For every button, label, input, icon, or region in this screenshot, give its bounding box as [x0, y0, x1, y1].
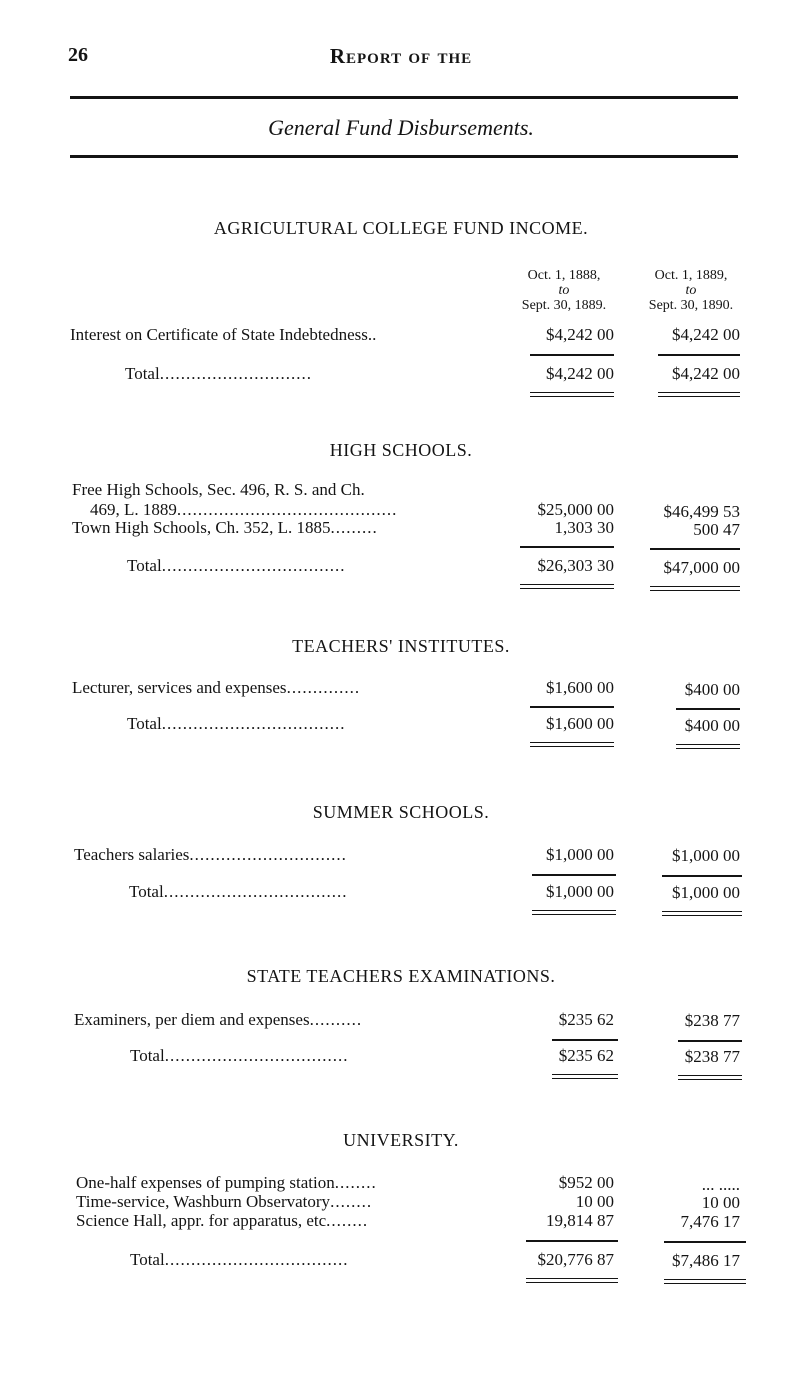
amount-1888-1889: $952 00 [558, 1173, 614, 1192]
column-header-line: Oct. 1, 1888, [527, 268, 601, 283]
column-header-1888-1889 [499, 268, 629, 313]
total-label: Total................................... [127, 556, 346, 575]
total-label: Total................................... [127, 714, 346, 733]
row-label: Science Hall, appr. for apparatus, etc........ [76, 1211, 369, 1230]
total-label: Total................................... [130, 1046, 349, 1065]
row-label-text: 469, L. 1889 [90, 500, 177, 519]
amount-1888-1889: $4,242 00 [546, 325, 614, 344]
total-1888-1889: $26,303 30 [537, 556, 614, 575]
section-title-university: UNIVERSITY. [343, 1130, 459, 1150]
amount-1888-1889: $235 62 [558, 1010, 614, 1029]
row-label-text: Science Hall, appr. for apparatus, etc [76, 1211, 327, 1230]
row-label-text: Teachers salaries [74, 845, 190, 864]
total-double-rule [678, 1075, 742, 1080]
subtotal-rule [530, 706, 614, 708]
total-1889-1890: $238 77 [684, 1047, 740, 1066]
row-label-text: Town High Schools, Ch. 352, L. 1885 [72, 518, 331, 537]
page-number: 26 [68, 44, 88, 66]
row-label: Town High Schools, Ch. 352, L. 1885......... [72, 518, 378, 537]
total-1889-1890: $47,000 00 [663, 558, 740, 577]
total-1888-1889: $4,242 00 [546, 364, 614, 383]
row-label: Interest on Certificate of State Indebtedness.. [70, 325, 377, 344]
amount-1889-1890: 7,476 17 [680, 1212, 740, 1231]
amount-1888-1889: $1,600 00 [546, 678, 614, 697]
subhead: General Fund Disbursements. [268, 115, 534, 140]
total-1889-1890: $7,486 17 [672, 1251, 740, 1270]
subtotal-rule [520, 546, 614, 548]
subtotal-rule [530, 354, 614, 356]
total-1888-1889: $1,600 00 [546, 714, 614, 733]
row-label: One-half expenses of pumping station........ [76, 1173, 377, 1192]
total-label: Total............................. [125, 364, 312, 383]
total-1889-1890: $1,000 00 [672, 883, 740, 902]
amount-1888-1889: $25,000 00 [537, 500, 614, 519]
row-label: Time-service, Washburn Observatory........ [76, 1192, 373, 1211]
section-title-state-teachers-examinations: STATE TEACHERS EXAMINATIONS. [246, 966, 556, 986]
total-1888-1889: $235 62 [558, 1046, 614, 1065]
total-1889-1890: $400 00 [684, 716, 740, 735]
total-label-text: Total [127, 714, 162, 733]
total-label-text: Total [130, 1250, 165, 1269]
top-rule [70, 96, 738, 99]
column-header-line: Sept. 30, 1890. [648, 298, 734, 313]
row-label-text: Lecturer, services and expenses [72, 678, 287, 697]
subtotal-rule [658, 354, 740, 356]
column-header-line: to [558, 283, 570, 298]
total-label-text: Total [130, 1046, 165, 1065]
total-1888-1889: $20,776 87 [537, 1250, 614, 1269]
column-header-1889-1890 [626, 268, 756, 313]
total-label: Total................................... [130, 1250, 349, 1269]
amount-1888-1889: 1,303 30 [554, 518, 614, 537]
total-double-rule [658, 392, 740, 397]
total-1888-1889: $1,000 00 [546, 882, 614, 901]
row-label: Examiners, per diem and expenses.......... [74, 1010, 363, 1029]
total-double-rule [526, 1278, 618, 1283]
row-label-text: One-half expenses of pumping station [76, 1173, 335, 1192]
row-label-continuation: 469, L. 1889.......................................... [90, 500, 398, 519]
row-label: Free High Schools, Sec. 496, R. S. and Ch. [72, 480, 365, 499]
section-title-high-schools: HIGH SCHOOLS. [329, 440, 473, 460]
section-title-teachers-institutes: TEACHERS' INSTITUTES. [292, 636, 510, 656]
subtotal-rule [532, 874, 616, 876]
amount-1888-1889: 19,814 87 [546, 1211, 614, 1230]
amount-1889-1890: 500 47 [693, 520, 740, 539]
total-double-rule [676, 744, 740, 749]
subtotal-rule [650, 548, 740, 550]
column-header-line: Sept. 30, 1889. [521, 298, 607, 313]
section-title-agricultural-college: AGRICULTURAL COLLEGE FUND INCOME. [213, 218, 589, 238]
subtotal-rule [662, 875, 742, 877]
subtotal-rule [664, 1241, 746, 1243]
subtotal-rule [526, 1240, 618, 1242]
amount-1889-1890: 10 00 [701, 1193, 740, 1212]
total-label-text: Total [127, 556, 162, 575]
bottom-rule [70, 155, 738, 158]
amount-1889-1890: $4,242 00 [672, 325, 740, 344]
total-double-rule [650, 586, 740, 591]
row-label-text: Examiners, per diem and expenses [74, 1010, 310, 1029]
total-label-text: Total [129, 882, 164, 901]
amount-1888-1889: $1,000 00 [546, 845, 614, 864]
subtotal-rule [678, 1040, 742, 1042]
running-head: Report of the [329, 44, 473, 68]
amount-1889-1890: ... ..... [701, 1175, 740, 1194]
row-label-text: Time-service, Washburn Observatory [76, 1192, 331, 1211]
column-header-line: Oct. 1, 1889, [654, 268, 728, 283]
total-double-rule [664, 1279, 746, 1284]
total-double-rule [530, 392, 614, 397]
amount-1889-1890: $400 00 [684, 680, 740, 699]
total-label-text: Total [125, 364, 160, 383]
total-double-rule [530, 742, 614, 747]
subtotal-rule [676, 708, 740, 710]
total-double-rule [552, 1074, 618, 1079]
column-header-line: to [685, 283, 697, 298]
total-double-rule [520, 584, 614, 589]
amount-1888-1889: 10 00 [575, 1192, 614, 1211]
amount-1889-1890: $238 77 [684, 1011, 740, 1030]
amount-1889-1890: $1,000 00 [672, 846, 740, 865]
section-title-summer-schools: SUMMER SCHOOLS. [312, 802, 490, 822]
row-label: Lecturer, services and expenses.............. [72, 678, 361, 697]
total-double-rule [662, 911, 742, 916]
row-label: Teachers salaries.............................. [74, 845, 347, 864]
total-double-rule [532, 910, 616, 915]
total-label: Total................................... [129, 882, 348, 901]
subtotal-rule [552, 1039, 618, 1041]
amount-1889-1890: $46,499 53 [663, 502, 740, 521]
total-1889-1890: $4,242 00 [672, 364, 740, 383]
